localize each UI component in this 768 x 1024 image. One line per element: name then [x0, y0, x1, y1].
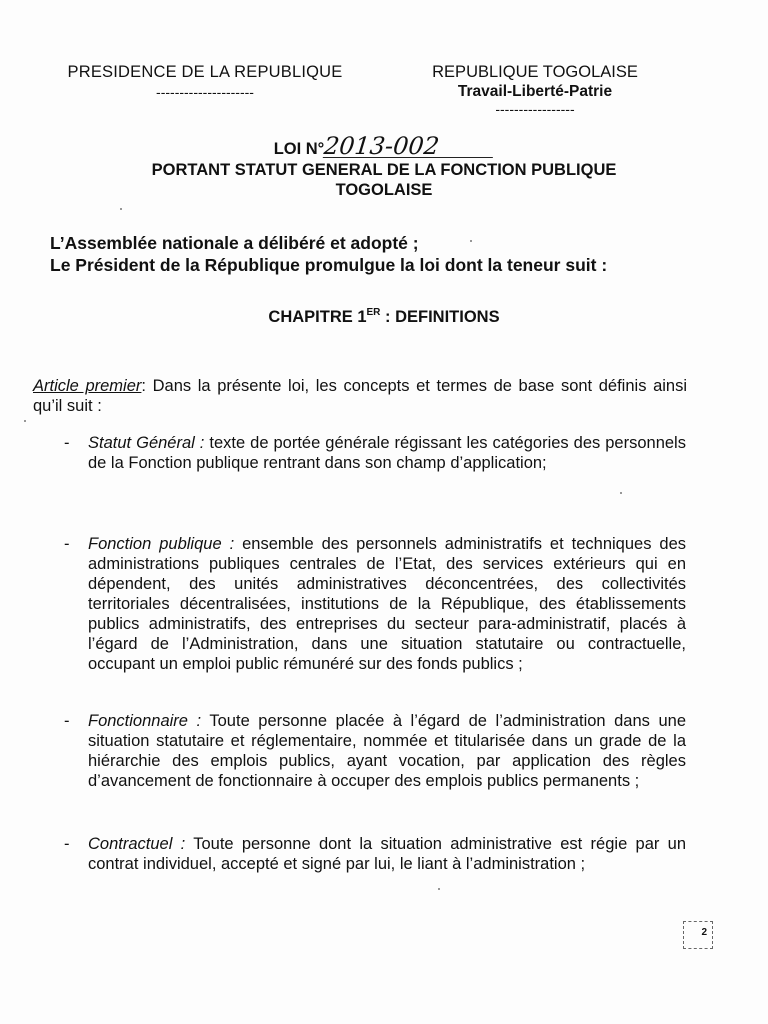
definition-text: texte de portée générale régissant les catégories des personnels de la Fonction publique rentrant dans son champ d’application;: [88, 434, 686, 472]
scan-speck: [470, 240, 472, 242]
enactment-line-2: Le Président de la République promulgue la loi dont la teneur suit :: [50, 255, 608, 275]
list-dash: -: [64, 712, 70, 730]
definition-text: ensemble des personnels administratifs et techniques des administrations publiques centrales de l’Etat, des services extérieurs qui en dépendent, des unités administratives déconcentrées, des collectivités territoriales décentralisées, institutions de la République, des établissements publics administratifs, des entreprises du secteur para-administratif, placés à l’égard de l’Administration, dans une situation statutaire ou contractuelle, occupant un emploi public rémunéré sur des fonds publics ;: [88, 535, 686, 673]
page-number-box: [683, 921, 713, 949]
article-premier: [33, 376, 687, 416]
law-number-handwritten: 2013-002: [323, 135, 495, 158]
definition-term: Fonctionnaire :: [88, 712, 202, 730]
definition-item: [64, 711, 686, 791]
enactment-line-1: L’Assemblée nationale a délibéré et adopté ;: [50, 233, 419, 253]
page-number: 2: [701, 927, 707, 938]
article-label: Article premier: [33, 377, 142, 395]
enactment-formula: [50, 232, 730, 276]
list-dash: -: [64, 535, 70, 553]
law-number-line: [0, 132, 768, 160]
law-title-line-2: TOGOLAISE: [335, 181, 433, 199]
header-left: [40, 63, 370, 100]
law-title-line-1: PORTANT STATUT GENERAL DE LA FONCTION PUBLIQUE: [151, 161, 617, 179]
definition-body: [88, 834, 686, 874]
definition-term: Fonction publique :: [88, 535, 235, 553]
list-dash: -: [64, 434, 70, 452]
header-left-rule: ---------------------: [156, 84, 254, 100]
scan-speck: [120, 208, 122, 210]
definition-item: [64, 834, 686, 874]
definition-body: [88, 711, 686, 791]
chapter-prefix: CHAPITRE 1: [268, 308, 367, 326]
scan-speck: [620, 492, 622, 494]
chapter-superscript: ER: [366, 307, 381, 318]
presidency-title: PRESIDENCE DE LA REPUBLIQUE: [67, 63, 343, 81]
definition-term: Contractuel :: [88, 835, 186, 853]
law-title: [60, 160, 708, 200]
header-right: [400, 63, 670, 117]
republic-title: REPUBLIQUE TOGOLAISE: [432, 63, 638, 81]
chapter-heading: [0, 307, 768, 327]
header-right-rule: -----------------: [495, 101, 575, 117]
list-dash: -: [64, 835, 70, 853]
definition-term: Statut Général :: [88, 434, 205, 452]
definition-item: [64, 433, 686, 473]
law-number-prefix: LOI N°: [273, 140, 325, 158]
definition-body: [88, 433, 686, 473]
scan-speck: [438, 888, 440, 890]
definition-text: Toute personne placée à l’égard de l’administration dans une situation statutaire et réglementaire, nommée et titularisée dans un grade de la hiérarchie des emplois publics, ayant vocation, par application des règles d’avancement de fonctionnaire à occuper des emplois publics permanents ;: [88, 712, 686, 790]
article-text: : Dans la présente loi, les concepts et termes de base sont définis ainsi qu’il suit :: [33, 377, 687, 415]
definition-body: [88, 534, 686, 674]
definition-item: [64, 534, 686, 674]
scan-speck: [24, 420, 26, 422]
national-motto: Travail-Liberté-Patrie: [457, 83, 613, 100]
chapter-suffix: : DEFINITIONS: [380, 308, 500, 326]
definition-text: Toute personne dont la situation administrative est régie par un contrat individuel, accepté et signé par lui, le liant à l’administration ;: [88, 835, 686, 873]
